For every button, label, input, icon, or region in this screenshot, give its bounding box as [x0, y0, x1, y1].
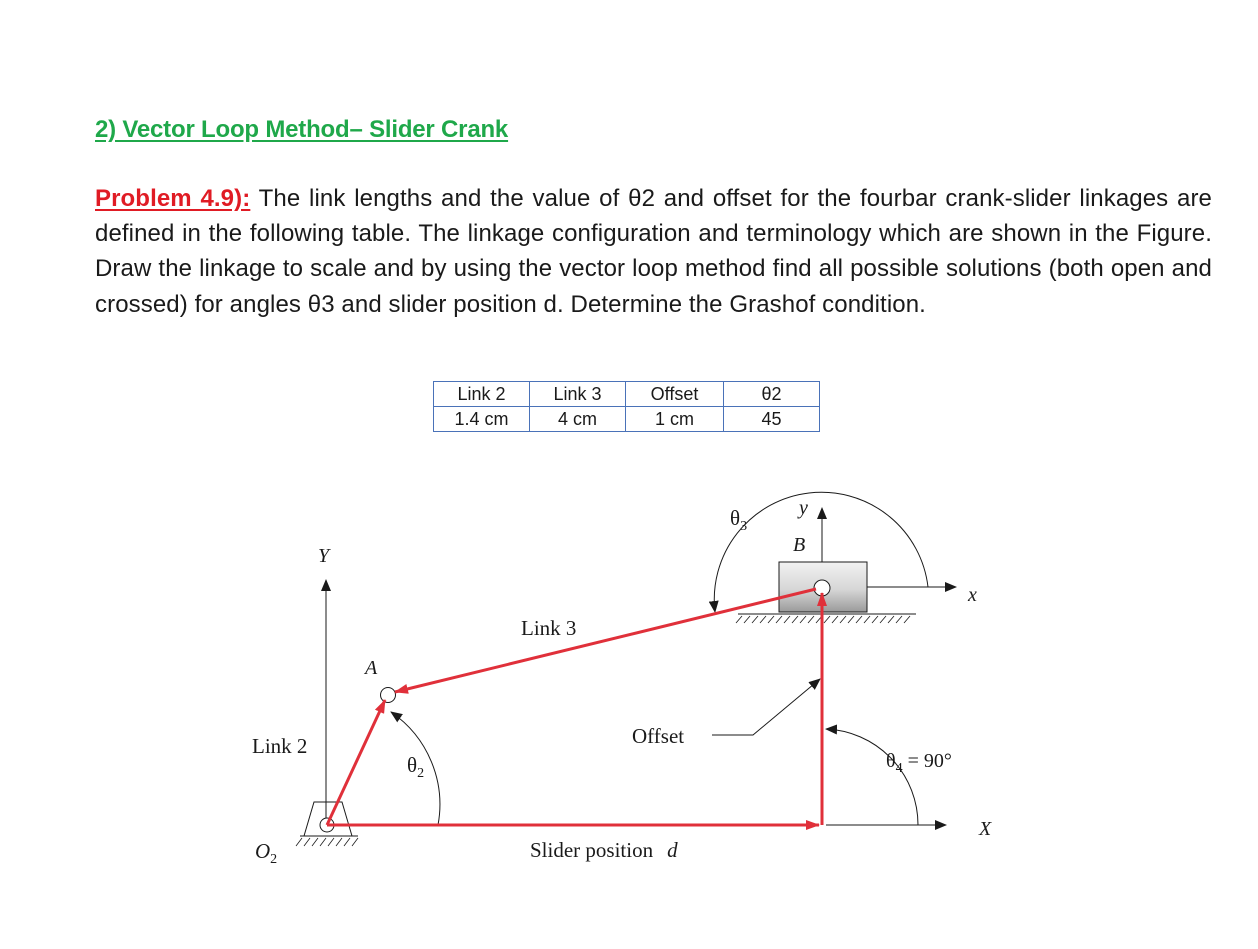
- table-cell: 45: [724, 407, 820, 432]
- label-theta3: $\theta_3$: [730, 506, 748, 534]
- label-theta4: $\theta_4 = 90^\circ$: [886, 750, 952, 776]
- offset-leader: [712, 679, 820, 735]
- problem-text: The link lengths and the value of θ2 and offset for the fourbar crank-slider linkages are defined in the following table. The linkage configuration and terminology which are shown in the Figure. Draw the linkage to scale and by using the vector loop method find all possible solutions (both open and crossed) for angles θ3 and slider position d. Determine the Grashof condition.: [95, 185, 1213, 318]
- problem-label: Problem 4.9):: [95, 185, 251, 212]
- table-header-cell: Offset: [626, 382, 724, 407]
- label-o2: $O_2$: [255, 839, 278, 867]
- label-a: A: [365, 657, 378, 679]
- vector-link3: [395, 589, 816, 692]
- label-link3: Link 3: [521, 616, 577, 640]
- table-cell: 4 cm: [530, 407, 626, 432]
- label-x-global: X: [979, 818, 992, 840]
- table-header-cell: Link 2: [434, 382, 530, 407]
- label-y-global: Y: [318, 545, 330, 567]
- slider-block: [736, 562, 916, 623]
- vector-link2: [327, 700, 385, 825]
- label-y-local: y: [799, 497, 808, 519]
- table-cell: 1 cm: [626, 407, 724, 432]
- label-offset: Offset: [632, 724, 685, 748]
- table-header-cell: Link 3: [530, 382, 626, 407]
- pin-a: [381, 688, 396, 703]
- label-slider-position: Slider position d: [530, 838, 678, 862]
- theta4-arc: [826, 729, 918, 825]
- table-cell: 1.4 cm: [434, 407, 530, 432]
- label-link2: Link 2: [252, 734, 308, 758]
- label-b: B: [793, 534, 806, 556]
- section-heading: 2) Vector Loop Method– Slider Crank: [95, 116, 509, 143]
- label-theta2: $\theta_2$: [407, 753, 425, 781]
- table-header-cell: θ2: [724, 382, 820, 407]
- label-x-local: x: [968, 584, 977, 606]
